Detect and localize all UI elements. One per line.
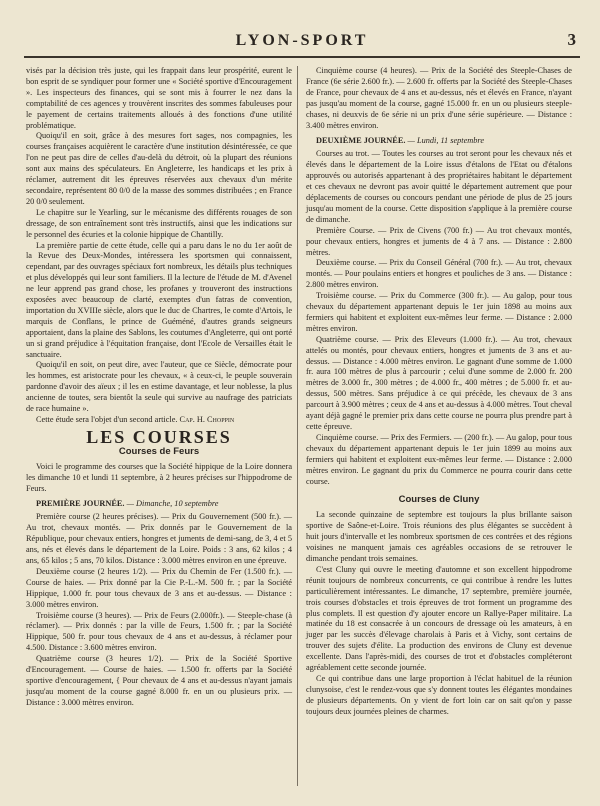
paragraph: Quoiqu'il en soit, on peut dire, avec l'auteur, que ce Siècle, démocrate pour les hommes, est aristocrate pour les chevaux, « à ceux-ci, le peuple souverain pardonne d'avoir des aïeux ; il les en estime davantage, et leur noblesse, la plus ancienne de toutes, sera bientôt la seule qui survive au naufrage des patriciats de race humaine ». [26, 360, 292, 414]
paragraph: La seconde quinzaine de septembre est toujours la plus brillante saison sportive de Saône-et-Loire. Trois réunions des plus élégantes se succèdent à huit jours d'intervalle et les nombreux sportsmen de ces contrées et des régions voisines ne manquent jamais ces agréables occasions de se retrouver le dimanche pendant trois semaines. [306, 510, 572, 563]
day-heading [306, 136, 572, 147]
day-label: PREMIÈRE JOURNÉE. [36, 499, 125, 509]
masthead: LYON-SPORT [235, 32, 369, 49]
race-entry: Troisième course (3 heures). — Prix de Feurs (2.000fr.). — Steeple-chase (à réclamer). — Prix donnés : par la ville de Feurs, 1.500 fr. ; par la Société Hippique, 500 fr. pour tous chevaux de 4 ans et au-dessus, à réclamer pour 4.500. Distance : 3.600 mètres environ. [26, 610, 292, 653]
section-title: LES COURSES [86, 426, 232, 447]
paragraph: Voici le programme des courses que la Société hippique de la Loire donnera les dimanche 10 et lundi 11 septembre, à 2 heures précises sur l'hippodrome de Feurs. [26, 461, 292, 493]
race-entry: Cinquième course (4 heures). — Prix de la Société des Steeple-Chases de France (6e série 2.600 fr.). — 2.600 fr. offerts par la Société des Steeple-Chases de France, pour chevaux de 4 ans et au-dessus, nés et élevés en France, n'ayant pas jusqu'au moment de la course, gagné 15.000 fr. en un ou plusieurs steeple-chases, ni deuxvis de 6e série ni un prix d'une série supérieure. — Distance : 3.400 mètres environ. [306, 66, 572, 130]
race-entry: Quatrième course (3 heures 1/2). — Prix de la Société Sportive d'Encouragement. — Course de haies. — 1.500 fr. offerts par la Société sportive d'encouragement, { Pour chevaux de 4 ans et au-dessus n'ayant jamais jusqu'au moment de la course gagné 8.000 fr. en un ou plusieurs prix. — Distance : 3.000 mètres environ. [26, 654, 292, 707]
race-entry: Quatrième course. — Prix des Eleveurs (1.000 fr.). — Au trot, chevaux attelés ou montés, pour chevaux entiers, hongres et juments de 3 ans et au-dessus. — Distance : 4.000 mètres environ. Le gagnant d'une somme de 1.000 fr. aura 100 mètres de plus à parcourir ; celui d'une somme de 2.000 fr. 200 mètres de 3.000 fr., 300 mètres ; de 4.000 fr., 400 mètres ; de 5.000 fr. et au-dessus, 500 mètres. Sans préjudice à ce qui précède, les chevaux de 3 ans parcourt à 3.900 mètres ; ceux de 4 ans et au-dessus à 4.000 mètres. Tout cheval ayant déjà gagné le premier prix dans cette course ne pourra plus prendre part à cette épreuve. [306, 334, 572, 431]
day-label: DEUXIÈME JOURNÉE. [316, 136, 406, 146]
paragraph: La première partie de cette étude, celle qui a paru dans le no du 1er août de la Revue des Deux-Mondes, intéressera les sportsmen qui connaissent, cependant, par des ouvrages spéciaux fort nombreux, les détails plus techniques et plus développés qui leur sont familiers. Il la lecture de l'étude de M. d'Avenel ne leur apprend pas grand chose, les profanes y trouveront des instructions exposées avec beaucoup de clarté, exemptes d'un fatras de convention, importation du XVIIIe siècle, alors que le duc de Chartres, le comte d'Artois, le marquis de Conflans, le prince de Guéméné, d'autres grands seigneurs apportaient, dans la plaine des Sablons, les coutumes d'Angleterre, qui ont porté un si grand préjudice à l'équitation française, dont l'Ecole de Versailles était le sanctuaire. [26, 240, 292, 359]
race-entry: Première course (2 heures précises). — Prix du Gouvernement (500 fr.). — Au trot, chevaux montés. — Prix donnés par le Gouvernement de la République, pour chevaux entiers, hongres et juments de demi-sang, de 3, 4 et 5 ans, nés et élevés dans le département de la Loire. Poids : 3 ans, 62 kilos ; 4 ans, 65 kilos ; 5 ans, 70 kilos. Distance : 3.000 mètres environ en une épreuve. [26, 512, 292, 565]
race-entry: Deuxième course. — Prix du Conseil Général (700 fr.). — Au trot, chevaux montés. — Pour poulains entiers et hongres et pouliches de 3 ans. — Distance : 2.800 mètres environ. [306, 258, 572, 290]
race-entry: Courses au trot. — Toutes les courses au trot seront pour les chevaux nés et élevés dans le département de la Loire issus d'étalons de l'Etat ou d'étalons approuvés ou autorisés appartenant à des propriétaires habitant le département et ces chevaux ne devront pas avoir quitté le département autrement que pour déplacements de courses ou concours pendant une période de plus de 25 jours jusqu'au moment de la course. Cette disposition s'applique à la première course de dimanche. [306, 149, 572, 224]
section-subtitle: Courses de Feurs [118, 445, 200, 457]
signature: Cap. H. Choppin [179, 415, 235, 424]
paragraph: Le chapitre sur le Yearling, sur le mécanisme des différents rouages de son dressage, de son entraînement sont très instructifs, ainsi que les indications sur le personnel des écuries et la colonie hippique de Chantilly. [26, 207, 292, 239]
race-entry: Deuxième course (2 heures 1/2). — Prix du Chemin de Fer (1.500 fr.). — Course de haies. — Prix donné par la Cie P.-L.-M. 500 fr. ; par la Société Hippique, 1.000 fr. pour tous chevaux de 3 ans et au-dessus. — Distance : 3.000 mètres environ. [26, 566, 292, 609]
right-column [306, 66, 572, 718]
day-date: — Lundi, 11 septembre [407, 136, 485, 146]
section-subtitle: Courses de Cluny [398, 494, 480, 506]
left-column [26, 66, 292, 709]
page-number: 3 [567, 30, 576, 49]
paragraph: Quoiqu'il en soit, grâce à des mesures fort sages, nos compagnies, les courses françaises acquièrent le caractère d'une institution désintéressée, ce que l'on ne peut pas dire de celles d'au-delà du détroit, où la plupart des réunions sont aux mains des spéculateurs. En Angleterre, les handicaps et les prix à réclamer, autrement dit les épreuves réservées aux chevaux d'un mérite secondaire, représentent 80 0/0 de la masse des sommes distribuées ; en France 20 0/0 seulement. [26, 131, 292, 206]
header-rule [24, 56, 580, 58]
day-date: — Dimanche, 10 septembre [126, 499, 219, 509]
paragraph: Ce qui contribue dans une large proportion à l'éclat habituel de la réunion clunysoise, c'est le rendez-vous que s'y donnent toutes les élégantes mondaines de plusieurs départements. On y vient de fort loin car on sait qu'on y passe toujours deux journées pleines de charmes. [306, 673, 572, 716]
race-entry: Troisième course. — Prix du Commerce (300 fr.). — Au galop, pour tous chevaux du département appartenant depuis le 1er juin 1898 au moins aux fermiers qui habitent et exploitent eux-mêmes leur ferme. — Distance : 2.000 mètres environ. [306, 291, 572, 333]
paragraph-text: Cette étude sera l'objet d'un second article. [36, 415, 178, 424]
column-divider [297, 66, 298, 786]
race-entry: Cinquième course. — Prix des Fermiers. — (200 fr.). — Au galop, pour tous chevaux du département appartenant depuis le 1er juin 1899 au moins aux fermiers qui habitent et exploitent eux-mêmes leur ferme. — Distance : 2.000 mètres environ. Le gagnant du prix du Commerce ne pourra courir dans cette course. [306, 432, 572, 486]
day-heading [26, 499, 292, 510]
paragraph: C'est Cluny qui ouvre le meeting d'automne et son excellent hippodrome réunit toujours de nombreux concurrents, ce qui contribue à rendre les luttes particulièrement intéressantes. Le dimanche, 17 septembre, première journée, trois courses d'obstacles et trois épreuves de trot forment un programme des plus complets. Il est question d'y ajouter encore un Rallye-Paper militaire. La matinée du 18 est consacrée à un concours de dressage où les amateurs, à en juger par les succès d'élevage charolais à Paris et à Vichy, sont certains de trouver des sujets d'élite. La production des environs de Cluny est devenue excellente. Dans l'après-midi, des courses de trot et d'obstacles compléteront agréablement cette seconde journée. [306, 564, 572, 673]
race-entry: Première Course. — Prix de Civens (700 fr.) — Au trot chevaux montés, pour chevaux entiers, hongres et juments de 4 à 7 ans. — Distance : 2.800 mètres. [306, 225, 572, 257]
paragraph [26, 415, 292, 426]
paragraph: visés par la décision très juste, qui les frappait dans leur prospérité, eurent le bon esprit de se syndiquer pour former une « Société sportive d'Encouragement ». Les inspecteurs des finances, qui se sont mis à fourrer le nez dans la comptabilité de ces agences y trouvèrent inscrites des sommes fabuleuses pour le payement de certains traitements alloués à des fonctions d'une utilité problématique. [26, 66, 292, 130]
page-header [24, 32, 580, 54]
